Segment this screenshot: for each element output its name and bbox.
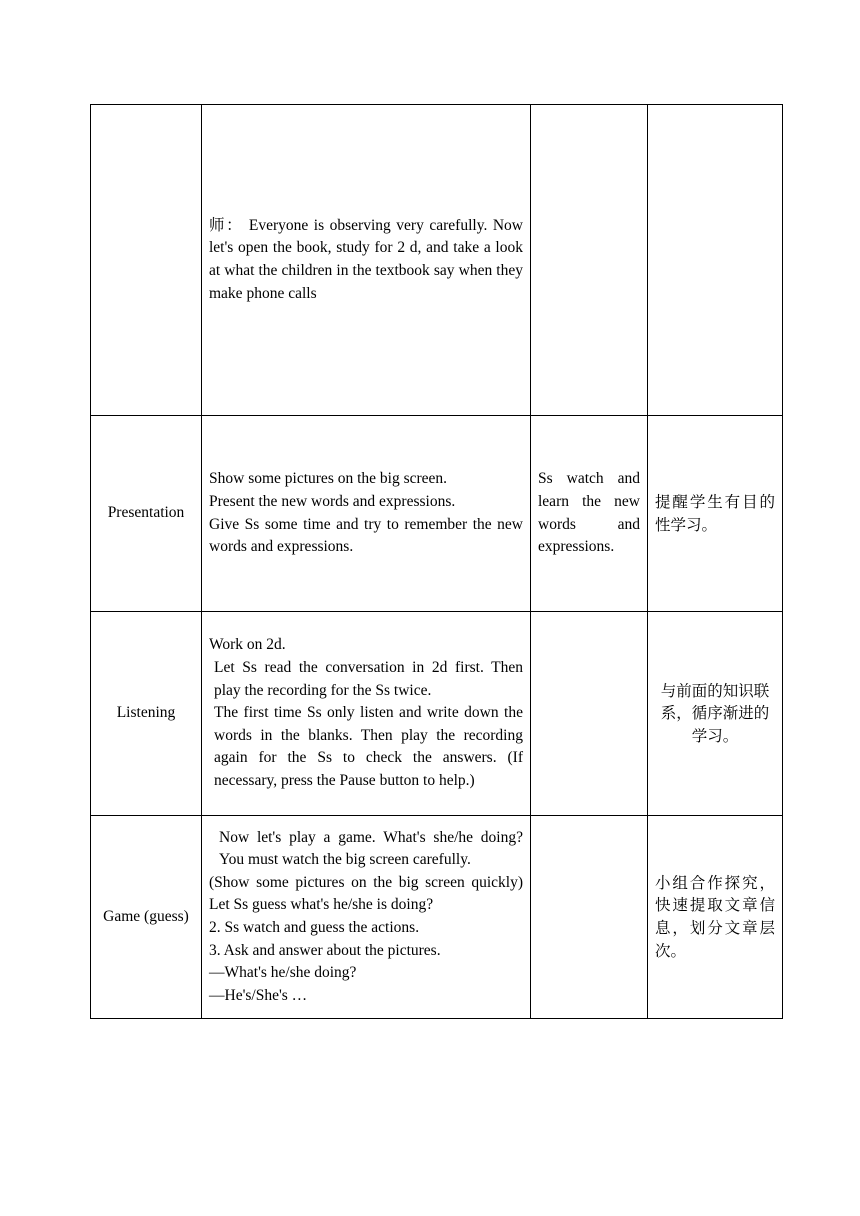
purpose-cell: 与前面的知识联系，循序渐进的学习。 bbox=[648, 612, 783, 816]
teacher-text: Now let's play a game. What's she/he doing? You must watch the big screen carefully. bbox=[219, 828, 523, 869]
teacher-text: —He's/She's … bbox=[209, 986, 308, 1004]
teacher-text: —What's he/she doing? bbox=[209, 964, 357, 982]
student-activity-cell bbox=[531, 105, 648, 416]
teacher-text: Work on 2d. bbox=[209, 636, 286, 654]
teacher-text: The first time Ss only listen and write down the words in the blanks. Then play the recording again for the Ss to check the answers. (If necessary, press the Pause button to help.) bbox=[214, 704, 523, 789]
student-activity-cell bbox=[531, 816, 648, 1019]
teacher-text: Give Ss some time and try to remember the new words and expressions. bbox=[209, 515, 523, 556]
table-row bbox=[91, 416, 783, 612]
teacher-text: Let Ss read the conversation in 2d first. Then play the recording for the Ss twice. bbox=[214, 659, 523, 699]
table-row bbox=[91, 105, 783, 416]
purpose-cell: 提醒学生有目的性学习。 bbox=[648, 416, 783, 612]
purpose-cell: 小组合作探究，快速提取文章信息，划分文章层次。 bbox=[648, 816, 783, 1019]
teacher-activity-cell bbox=[202, 416, 531, 612]
teacher-text: (Show some pictures on the big screen quickly) Let Ss guess what's he/she is doing? bbox=[209, 873, 523, 914]
teacher-text: Present the new words and expressions. bbox=[209, 492, 456, 510]
teacher-text: 3. Ask and answer about the pictures. bbox=[209, 941, 441, 959]
teacher-text: 2. Ss watch and guess the actions. bbox=[209, 919, 420, 936]
student-activity-cell bbox=[531, 612, 648, 816]
purpose-cell bbox=[648, 105, 783, 416]
teacher-text: 师： Everyone is observing very carefully. Now let's open the book, study for 2 d, and take a look at what the children in the textbook say when they make phone calls bbox=[209, 216, 523, 302]
stage-cell: Game (guess) bbox=[91, 816, 202, 1019]
table-row bbox=[91, 612, 783, 816]
teacher-activity-cell bbox=[202, 816, 531, 1019]
lesson-plan-table bbox=[90, 104, 783, 1019]
stage-cell: Listening bbox=[91, 612, 202, 816]
teacher-activity-cell bbox=[202, 105, 531, 416]
student-activity-cell: Ss watch and learn the new words and expressions. bbox=[531, 416, 648, 612]
table-row bbox=[91, 816, 783, 1019]
teacher-text: Show some pictures on the big screen. bbox=[209, 470, 448, 488]
teacher-activity-cell bbox=[202, 612, 531, 816]
stage-cell bbox=[91, 105, 202, 416]
stage-cell: Presentation bbox=[91, 416, 202, 612]
